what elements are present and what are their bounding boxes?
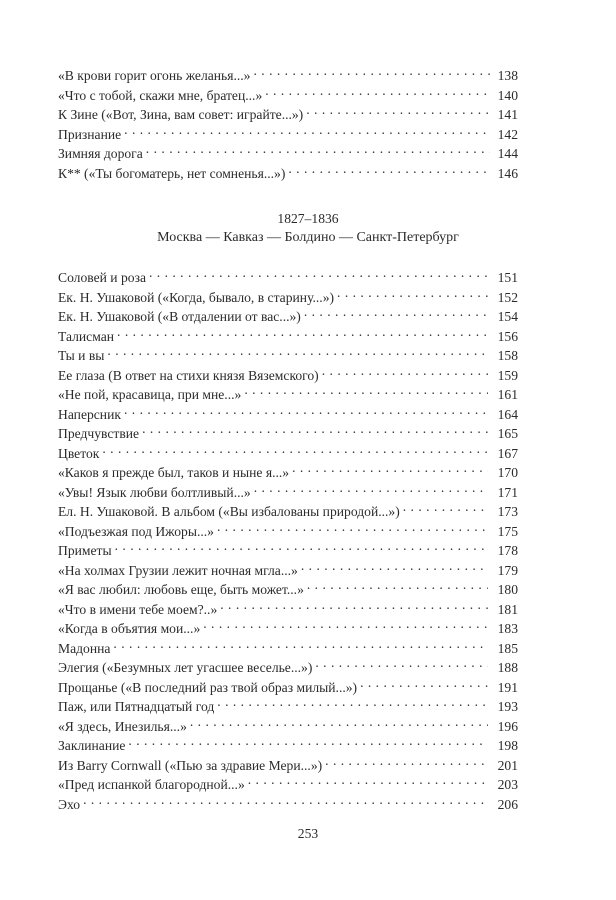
toc-entry-title: «Увы! Язык любви болтливый...» bbox=[58, 484, 251, 500]
toc-entry bbox=[58, 439, 518, 459]
toc-list-previous-section bbox=[58, 61, 518, 179]
toc-entry-page: 144 bbox=[497, 146, 518, 162]
toc-entry-title: «Что с тобой, скажи мне, братец...» bbox=[58, 87, 263, 103]
toc-entry bbox=[58, 322, 518, 342]
toc-entry-page: 198 bbox=[497, 738, 518, 753]
toc-entry-page: 156 bbox=[497, 328, 518, 344]
dot-leader bbox=[124, 120, 490, 139]
toc-entry-page: 175 bbox=[497, 523, 518, 539]
toc-entry-title: «Подъезжая под Ижоры...» bbox=[58, 523, 214, 539]
dot-leader bbox=[83, 790, 488, 809]
toc-entry-page: 167 bbox=[497, 445, 518, 461]
toc-entry-title: Приметы bbox=[58, 543, 112, 558]
toc-entry-title: К Зине («Вот, Зина, вам совет: играйте...») bbox=[58, 107, 304, 123]
section-years: 1827–1836 bbox=[277, 211, 339, 226]
toc-entry-page: 151 bbox=[497, 270, 518, 285]
toc-entry-title: Заклинание bbox=[58, 738, 126, 753]
dot-leader bbox=[265, 81, 490, 100]
toc-entry-title: Ел. Н. Ушаковой. В альбом («Вы избалованы природой...») bbox=[58, 504, 400, 519]
toc-entry-title: Наперсник bbox=[58, 406, 121, 422]
toc-entry-page: 146 bbox=[497, 165, 518, 181]
toc-entry-page: 191 bbox=[497, 679, 518, 695]
toc-entry-title: Зимняя дорога bbox=[58, 146, 143, 162]
toc-entry-title: «Пред испанкой благородной...» bbox=[58, 777, 245, 792]
section-places: Москва — Кавказ — Болдино — Санкт-Петербург bbox=[157, 230, 459, 245]
toc-entry-title: Ты и вы bbox=[58, 348, 105, 363]
toc-entry-page: 164 bbox=[497, 406, 518, 422]
toc-entry-page: 141 bbox=[497, 107, 518, 123]
toc-entry-page: 152 bbox=[497, 289, 518, 305]
toc-entry-title: К** («Ты богоматерь, нет сомненья...») bbox=[58, 165, 286, 181]
toc-entry-page: 161 bbox=[497, 387, 518, 402]
dot-leader bbox=[146, 139, 490, 158]
toc-entry-title: Соловей и роза bbox=[58, 270, 146, 285]
dot-leader bbox=[115, 536, 488, 555]
toc-entry-page: 188 bbox=[497, 660, 518, 675]
toc-entry-page: 173 bbox=[497, 504, 518, 519]
toc-entry-title: «В крови горит огонь желанья...» bbox=[58, 68, 251, 83]
dot-leader bbox=[149, 263, 488, 282]
dot-leader bbox=[322, 361, 488, 380]
toc-entry-page: 193 bbox=[497, 699, 518, 714]
toc-entry bbox=[58, 400, 518, 420]
dot-leader bbox=[325, 751, 488, 770]
toc-entry-page: 183 bbox=[497, 621, 518, 636]
toc-entry bbox=[58, 419, 518, 439]
toc-entry-title: Ек. Н. Ушаковой («В отдалении от вас...») bbox=[58, 309, 301, 324]
dot-leader bbox=[107, 341, 488, 360]
dot-leader bbox=[220, 595, 488, 614]
toc-entry-page: 159 bbox=[497, 367, 518, 383]
dot-leader bbox=[244, 380, 488, 399]
toc-entry bbox=[58, 634, 518, 654]
toc-entry-page: 170 bbox=[497, 465, 518, 480]
dot-leader bbox=[203, 614, 488, 633]
toc-entry bbox=[58, 653, 518, 673]
toc-entry-title: Прощанье («В последний раз твой образ милый...») bbox=[58, 679, 358, 695]
toc-entry-title: Мадонна bbox=[58, 640, 111, 656]
dot-leader bbox=[337, 283, 488, 302]
toc-entry-page: 138 bbox=[497, 68, 518, 83]
dot-leader bbox=[117, 322, 488, 341]
dot-leader bbox=[102, 439, 488, 458]
toc-entry-page: 142 bbox=[497, 126, 518, 142]
dot-leader bbox=[190, 712, 488, 731]
dot-leader bbox=[304, 302, 488, 321]
toc-entry-page: 181 bbox=[497, 601, 518, 617]
toc-entry-title: Эхо bbox=[58, 796, 81, 812]
toc-entry-page: 196 bbox=[497, 718, 518, 734]
toc-entry-title: «На холмах Грузии лежит ночная мгла...» bbox=[58, 562, 298, 578]
toc-entry-title: «Не пой, красавица, при мне...» bbox=[58, 387, 242, 402]
toc-entry-page: 201 bbox=[497, 757, 518, 773]
toc-entry bbox=[58, 139, 518, 162]
toc-entry-title: Из Barry Cornwall («Пью за здравие Мери...») bbox=[58, 757, 323, 773]
toc-entry-title: Предчувствие bbox=[58, 426, 140, 441]
section-heading bbox=[58, 209, 558, 247]
dot-leader bbox=[217, 692, 488, 711]
dot-leader bbox=[306, 100, 490, 119]
page-number: 253 bbox=[297, 826, 319, 841]
toc-entry-title: Ее глаза (В ответ на стихи князя Вяземского) bbox=[58, 367, 319, 383]
toc-entry-title: Талисман bbox=[58, 328, 115, 344]
toc-entry-page: 158 bbox=[497, 348, 518, 363]
toc-entry bbox=[58, 341, 518, 361]
toc-entry-title: Признание bbox=[58, 126, 122, 142]
toc-entry bbox=[58, 458, 518, 478]
toc-entry-page: 203 bbox=[497, 777, 518, 792]
toc-entry-title: Цветок bbox=[58, 445, 100, 461]
toc-entry-page: 154 bbox=[497, 309, 518, 324]
toc-entry-page: 206 bbox=[497, 796, 518, 812]
toc-entry-title: Элегия («Безумных лет угасшее веселье...») bbox=[58, 660, 313, 675]
toc-entry bbox=[58, 790, 518, 810]
toc-entry bbox=[58, 120, 518, 140]
toc-entry-page: 180 bbox=[497, 582, 518, 597]
toc-entry-page: 140 bbox=[497, 87, 518, 103]
dot-leader bbox=[254, 478, 488, 497]
toc-entry bbox=[58, 263, 518, 283]
toc-entry-page: 178 bbox=[497, 543, 518, 558]
toc-entry bbox=[58, 361, 518, 381]
dot-leader bbox=[301, 556, 488, 575]
dot-leader bbox=[124, 400, 488, 419]
dot-leader bbox=[403, 497, 488, 516]
toc-entry-title: «Когда в объятия мои...» bbox=[58, 621, 201, 636]
toc-entry bbox=[58, 556, 518, 576]
toc-entry-page: 165 bbox=[497, 426, 518, 441]
toc-entry bbox=[58, 61, 518, 81]
dot-leader bbox=[142, 419, 488, 438]
dot-leader bbox=[113, 634, 488, 653]
dot-leader bbox=[315, 653, 488, 672]
toc-entry-title: Паж, или Пятнадцатый год bbox=[58, 699, 215, 714]
dot-leader bbox=[307, 575, 488, 594]
dot-leader bbox=[360, 673, 488, 692]
dot-leader bbox=[248, 770, 488, 789]
dot-leader bbox=[288, 159, 490, 178]
dot-leader bbox=[253, 61, 490, 80]
toc-entry-page: 185 bbox=[497, 640, 518, 656]
toc-entry-page: 171 bbox=[497, 484, 518, 500]
toc-entry-title: Ек. Н. Ушаковой («Когда, бывало, в старину...») bbox=[58, 289, 335, 305]
toc-entry-title: «Я здесь, Инезилья...» bbox=[58, 718, 187, 734]
dot-leader bbox=[292, 458, 488, 477]
dot-leader bbox=[128, 731, 488, 750]
toc-list-section-1827-1836 bbox=[58, 263, 518, 812]
dot-leader bbox=[217, 517, 488, 536]
toc-entry-title: «Что в имени тебе моем?..» bbox=[58, 601, 218, 617]
toc-entry bbox=[58, 536, 518, 556]
toc-entry-title: «Каков я прежде был, таков и ныне я...» bbox=[58, 465, 290, 480]
toc-entry-page: 179 bbox=[497, 562, 518, 578]
toc-entry-title: «Я вас любил: любовь еще, быть может...» bbox=[58, 582, 304, 597]
